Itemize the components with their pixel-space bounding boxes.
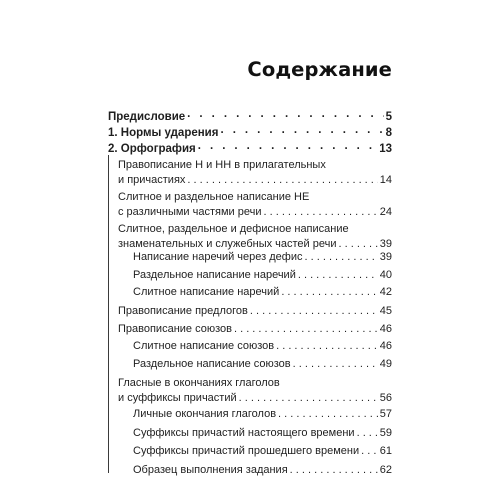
toc-page-number: 13 [379,143,392,155]
dot-leader [293,357,378,372]
toc-page-number: 5 [385,111,392,123]
toc-entry-label: Личные окончания глаголов [133,408,277,420]
toc-entry[interactable] [133,426,392,441]
toc-page-number: 24 [379,206,392,218]
toc-page-number: 57 [379,408,392,420]
toc-entry[interactable] [133,407,392,422]
toc-entry-label: Правописание предлогов [118,305,248,317]
toc-page-number: 39 [379,251,392,263]
toc-entry[interactable] [108,110,392,125]
dot-leader [263,205,377,220]
toc-entry-label: с различными частями речи [118,206,262,218]
toc-entry-label: Гласные в окончаниях глаголов [118,377,280,389]
toc-entry[interactable] [133,339,392,354]
dot-leader [234,322,378,337]
toc-entry[interactable] [118,190,392,220]
toc-page-number: 61 [379,445,392,457]
toc-page-number: 46 [379,340,392,352]
toc-page-number: 62 [379,464,392,476]
toc-entry-label: Слитное и раздельное написание НЕ [118,191,310,203]
toc-entry-label: Предисловие [108,111,186,123]
dot-leader [305,250,378,265]
toc-entry-label: Суффиксы причастий настоящего времени [133,427,355,439]
toc-page-number: 49 [379,358,392,370]
toc-entry-label: Суффиксы причастий прошедшего времени [133,445,360,457]
toc-entry-label: Образец выполнения задания [133,464,288,476]
toc-page-number: 40 [379,269,392,281]
toc-page-number: 42 [379,286,392,298]
toc-entry[interactable] [118,222,392,252]
toc-entry-label: и суффиксы причастий [118,392,237,404]
toc-entry-label: и причастиях [118,174,186,186]
toc-entry[interactable] [133,250,392,265]
toc-entry[interactable] [118,322,392,337]
dot-leader [250,304,378,319]
toc-entry-label: 2. Орфография [108,143,196,155]
toc-entry[interactable] [133,285,392,300]
dot-leader [298,268,378,283]
toc-entry-label: Раздельное написание союзов [133,358,291,370]
toc-entry[interactable] [133,444,392,459]
toc-entry-label: Слитное написание союзов [133,340,275,352]
toc-entry[interactable] [133,463,392,478]
toc-page-number: 46 [379,323,392,335]
toc-page-number: 39 [379,238,392,250]
toc-entry-label: Правописание союзов [118,323,232,335]
dot-leader [290,463,378,478]
toc-page-number: 14 [379,174,392,186]
dot-leader [239,391,378,406]
dot-leader [278,407,378,422]
dot-leader [357,426,378,441]
toc-entry-label: Слитное написание наречий [133,286,280,298]
toc-page-number: 59 [379,427,392,439]
toc-entry[interactable] [118,304,392,319]
toc-page-number: 45 [379,305,392,317]
page-title: Содержание [247,58,392,81]
toc-entry[interactable] [133,357,392,372]
dot-leader [220,126,383,141]
dot-leader [361,444,378,459]
dot-leader [187,110,383,125]
dot-leader [187,173,377,188]
dot-leader [198,142,377,157]
dot-leader [281,285,377,300]
toc-entry-label: Правописание Н и НН в прилагательных [118,159,326,171]
toc-entry-label: Написание наречий через дефис [133,251,303,263]
toc-entry[interactable] [108,126,392,141]
toc-page-number: 56 [379,392,392,404]
toc-entry[interactable] [118,376,392,406]
toc-entry-label: Слитное, раздельное и дефисное написание [118,223,349,235]
toc-entry-label: 1. Нормы ударения [108,127,219,139]
toc-entry[interactable] [118,158,392,188]
toc-page-number: 8 [385,127,392,139]
dot-leader [276,339,378,354]
toc-entry-label: Раздельное написание наречий [133,269,296,281]
toc-entry-label: знаменательных и служебных частей речи [118,238,337,250]
toc-entry[interactable] [133,268,392,283]
toc-entry[interactable] [108,142,392,157]
